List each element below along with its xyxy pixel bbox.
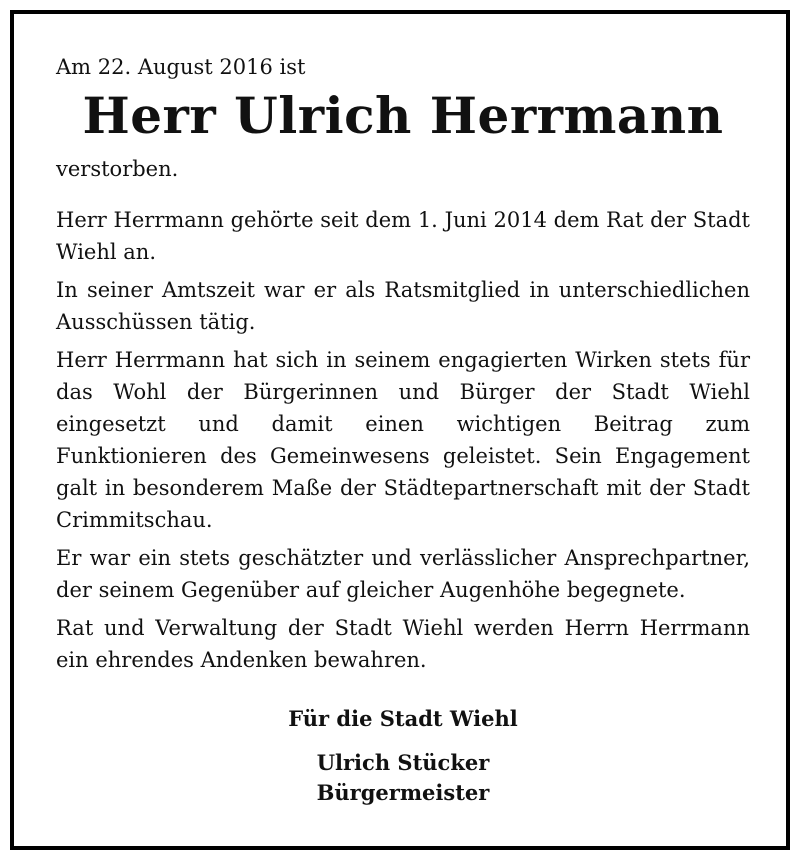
paragraph-committees: In seiner Amtszeit war er als Ratsmitglied in unterschiedlichen Ausschüssen tätig.: [56, 278, 750, 334]
paragraph-character: Er war ein stets geschätzter und verlässlicher Ansprechpartner, der seinem Gegenüber auf gleicher Augenhöhe begegnete.: [56, 546, 750, 602]
paragraph-council-membership: Herr Herrmann gehörte seit dem 1. Juni 2014 dem Rat der Stadt Wiehl an.: [56, 208, 750, 264]
signer-title: Bürgermeister: [316, 780, 490, 805]
paragraph-engagement: Herr Herrmann hat sich in seinem engagierten Wirken stets für das Wohl der Bürgerinnen und Bürger der Stadt Wiehl eingesetzt und damit einen wichtigen Beitrag zum Funktionieren des Gemeinwesens geleistet. Sein Engagement galt in besonderem Maße der Städtepartnerschaft mit der Stadt Crimmitschau.: [56, 348, 750, 532]
obituary-notice: [10, 10, 790, 850]
paragraph-remembrance: Rat und Verwaltung der Stadt Wiehl werden Herrn Herrmann ein ehrendes Andenken bewahren.: [56, 616, 750, 672]
signer-name: Ulrich Stücker: [316, 750, 490, 775]
intro-line: Am 22. August 2016 ist: [56, 55, 306, 79]
outro-line: verstorben.: [56, 157, 179, 181]
signature-block: [56, 704, 750, 808]
notice-content: [56, 52, 750, 808]
signature-organization: Für die Stadt Wiehl: [288, 706, 518, 731]
deceased-name: Herr Ulrich Herrmann: [82, 86, 724, 145]
